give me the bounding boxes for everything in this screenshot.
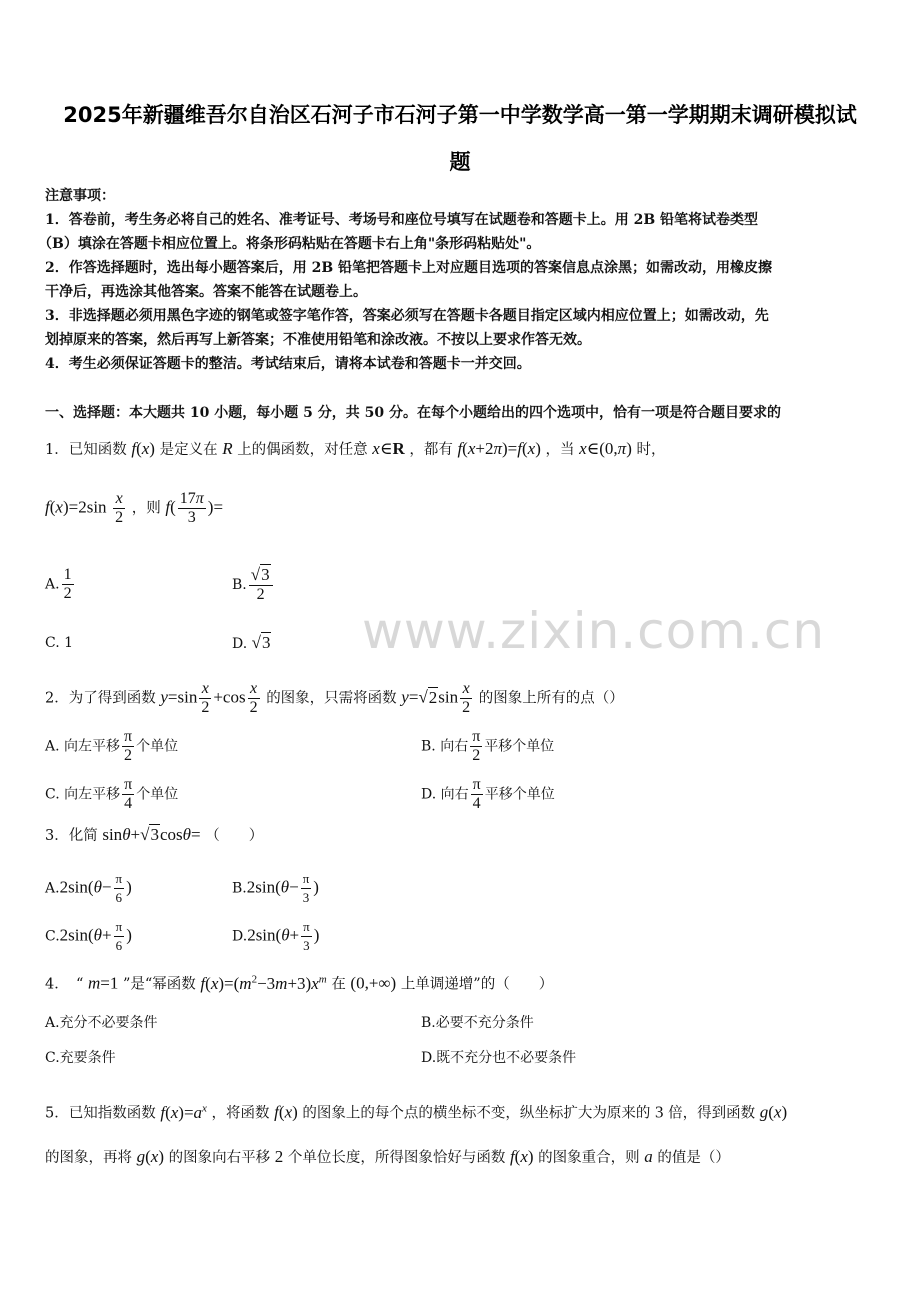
note-2b: 干净后，再选涂其他答案。答案不能答在试题卷上。 — [45, 284, 367, 300]
question-3-option-c: C.2sin(θ+ $\frac{\pi}{6}$ ) — [45, 919, 132, 953]
question-2-option-c: C. 向左平移 $\frac{\pi}{4}$ 个单位 — [45, 776, 179, 812]
notes-heading: 注意事项： — [45, 188, 115, 204]
exam-title-line-1: 2025年新疆维吾尔自治区石河子市石河子第一中学数学高一第一学期期末调研模拟试 — [63, 103, 857, 127]
question-1-line-1: 1．已知函数 f(x) 是定义在 R 上的偶函数，对任意 x∈R ，都有 f(x+2π)=f(x) ，当 x∈(0,π) 时， — [45, 439, 666, 458]
question-1-option-c: C. 1 — [45, 635, 74, 651]
watermark-text: www.zixin.com.cn — [362, 602, 826, 660]
question-4-line-1: 4． “ m=1 ”是“幂函数 $f(x)=(m^2-3m+3)x^m$ 在 (0,+∞) 上单调递增”的（ ） — [45, 973, 554, 993]
question-3-option-b: B.2sin(θ− $\frac{\pi}{3}$ ) — [232, 871, 319, 905]
question-3-line-1: 3．化简 sinθ+√3cosθ= （ ） — [45, 825, 264, 844]
note-4: 4．考生必须保证答题卡的整洁。考试结束后，请将本试卷和答题卡一并交回。 — [45, 356, 531, 372]
question-2-option-a: A. 向左平移 $\frac{\pi}{2}$ 个单位 — [45, 728, 179, 764]
question-1-option-b: B. $\frac{√3}{2}$ — [232, 566, 275, 604]
question-1-line-2: f(x)=2sin $\frac{x}{2}$ ，则 f( $\frac{17\pi}{3}$ )= — [45, 490, 224, 526]
exam-title-line-2: 题 — [449, 150, 471, 174]
question-2-option-d: D. 向右 $\frac{\pi}{4}$ 平移个单位 — [421, 776, 555, 812]
question-4-option-c: C.充要条件 — [45, 1050, 116, 1066]
note-2a: 2．作答选择题时，选出每小题答案后，用 2B 铅笔把答题卡上对应题目选项的答案信息点涂黑；如需改动，用橡皮擦 — [45, 260, 773, 276]
question-2-option-b: B. 向右 $\frac{\pi}{2}$ 平移个单位 — [421, 728, 555, 764]
note-3b: 划掉原来的答案，然后再写上新答案；不准使用铅笔和涂改液。不按以上要求作答无效。 — [45, 332, 591, 348]
question-1-option-a: A. $\frac{1}{2}$ — [45, 566, 72, 602]
section-1-heading: 一、选择题：本大题共 10 小题，每小题 5 分，共 50 分。在每个小题给出的四个选项中，恰有一项是符合题目要求的 — [45, 405, 781, 421]
question-5-line-1: 5．已知指数函数 $f(x)=a^x$ ，将函数 f(x) 的图象上的每个点的横坐标不变，纵坐标扩大为原来的 3 倍，得到函数 g(x) — [45, 1102, 788, 1122]
note-1b: （B）填涂在答题卡相应位置上。将条形码粘贴在答题卡右上角"条形码粘贴处"。 — [38, 236, 541, 252]
question-4-option-b: B.必要不充分条件 — [421, 1015, 534, 1031]
question-3-option-d: D.2sin(θ+ $\frac{\pi}{3}$ ) — [232, 919, 320, 953]
question-4-option-a: A.充分不必要条件 — [45, 1015, 158, 1031]
note-3a: 3．非选择题必须用黑色字迹的钢笔或签字笔作答，答案必须写在答题卡各题目指定区域内相应位置上；如需改动，先 — [45, 308, 769, 324]
question-5-line-2: 的图象，再将 g(x) 的图象向右平移 2 个单位长度，所得图象恰好与函数 f(x) 的图象重合，则 a 的值是（） — [45, 1147, 730, 1166]
question-1-option-d: D. √3 — [232, 633, 271, 652]
question-3-option-a: A.2sin(θ− $\frac{\pi}{6}$ ) — [45, 871, 132, 905]
note-1a: 1．答卷前，考生务必将自己的姓名、准考证号、考场号和座位号填写在试题卷和答题卡上。用 2B 铅笔将试卷类型 — [45, 212, 759, 228]
question-4-option-d: D.既不充分也不必要条件 — [421, 1050, 577, 1066]
question-2-line-1: 2．为了得到函数 y=sin $\frac{x}{2}$ +cos $\frac{x}{2}$ 的图象，只需将函数 y=√2sin $\frac{x}{2}$ 的图象上所有的点（） — [45, 680, 624, 716]
